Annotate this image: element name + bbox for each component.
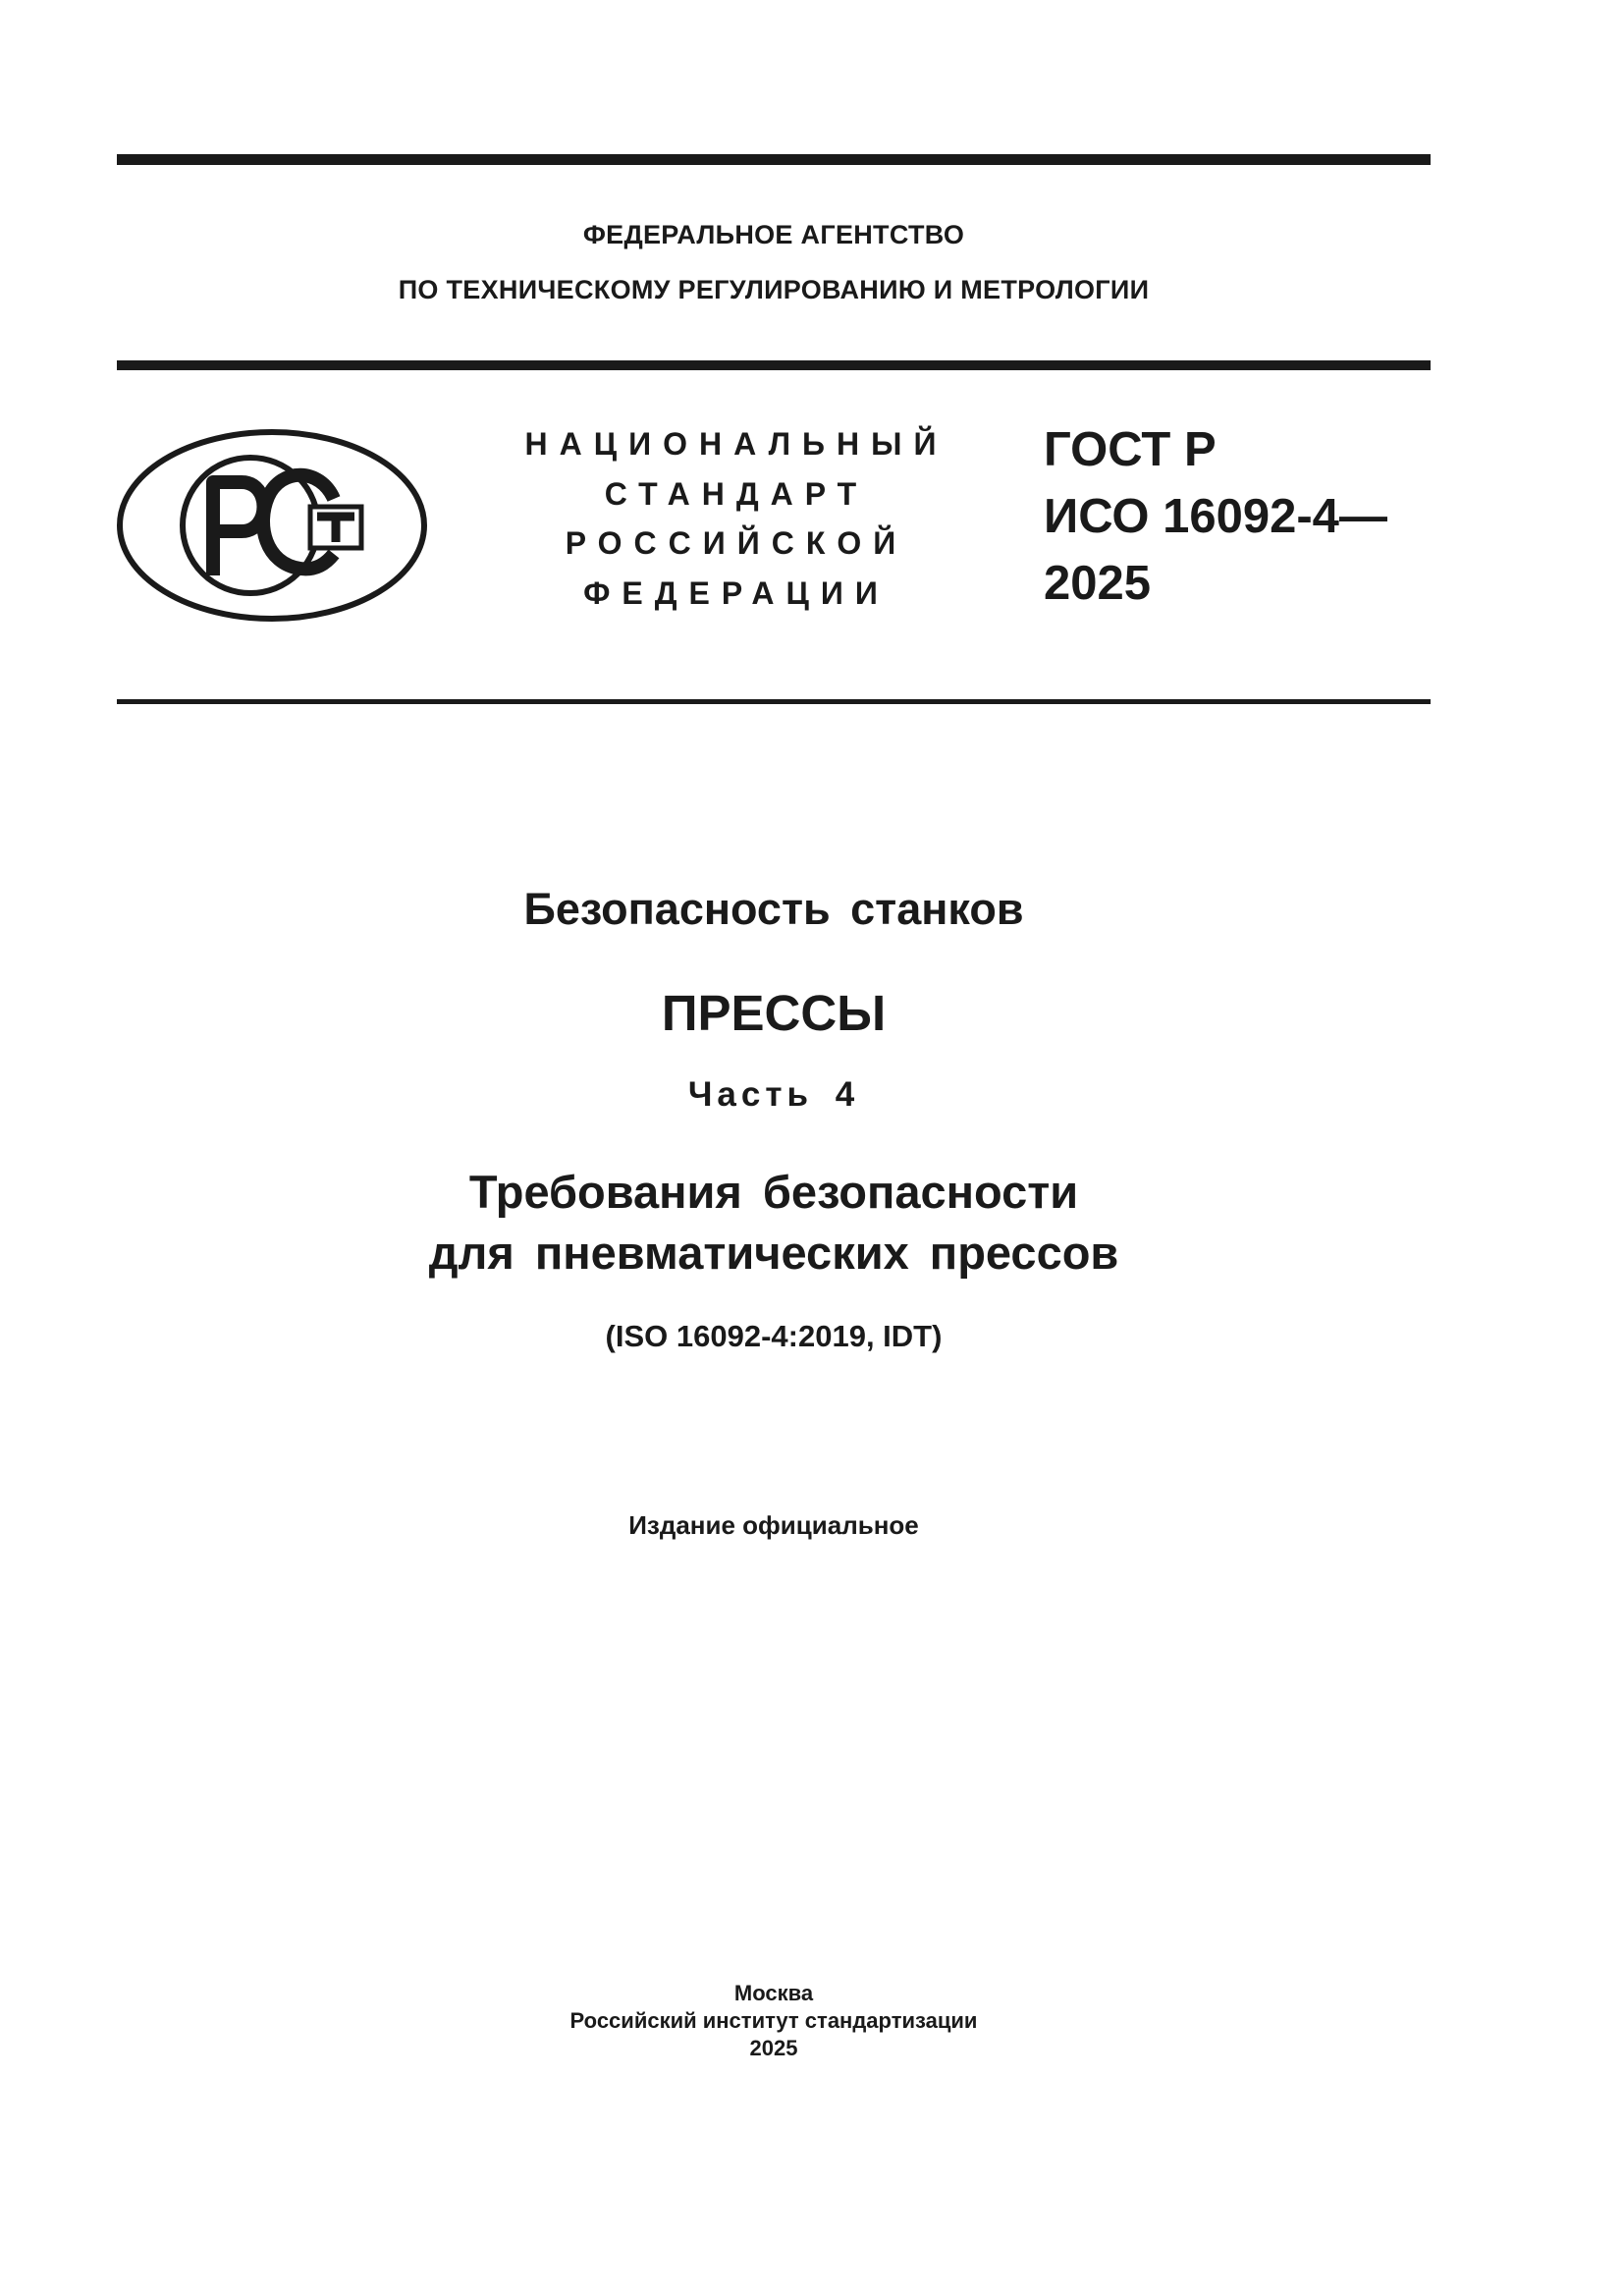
middle-rule bbox=[117, 360, 1431, 370]
national-standard-line1: НАЦИОНАЛЬНЫЙ bbox=[524, 426, 948, 462]
standard-designation-line3: 2025 bbox=[1044, 557, 1152, 610]
top-rule bbox=[117, 154, 1431, 165]
edition-label: Издание официальное bbox=[628, 1510, 919, 1540]
agency-name-line2: ПО ТЕХНИЧЕСКОМУ РЕГУЛИРОВАНИЮ И МЕТРОЛОГИИ bbox=[398, 275, 1150, 304]
national-standard-line3: РОССИЙСКОЙ bbox=[565, 525, 908, 561]
standard-designation-line1: ГОСТ Р bbox=[1044, 423, 1217, 476]
iso-reference: (ISO 16092-4:2019, IDT) bbox=[605, 1319, 943, 1353]
requirements-title-line1: Требования безопасности bbox=[468, 1166, 1079, 1218]
lower-rule bbox=[117, 699, 1431, 704]
national-standard-line4: ФЕДЕРАЦИИ bbox=[583, 575, 890, 611]
rst-logo-icon bbox=[116, 428, 428, 623]
national-standard-line2: СТАНДАРТ bbox=[604, 476, 869, 512]
document-main-title: ПРЕССЫ bbox=[661, 985, 887, 1041]
publication-year: 2025 bbox=[749, 2036, 798, 2060]
publisher-city: Москва bbox=[733, 1981, 814, 2005]
standard-designation-line2: ИСО 16092-4— bbox=[1044, 490, 1387, 543]
requirements-title-line2: для пневматических прессов bbox=[428, 1227, 1119, 1279]
publisher-name: Российский институт стандартизации bbox=[569, 2008, 978, 2033]
agency-name-line1: ФЕДЕРАЛЬНОЕ АГЕНТСТВО bbox=[582, 220, 965, 249]
document-topic: Безопасность станков bbox=[523, 884, 1024, 934]
document-part: Часть 4 bbox=[687, 1075, 860, 1114]
